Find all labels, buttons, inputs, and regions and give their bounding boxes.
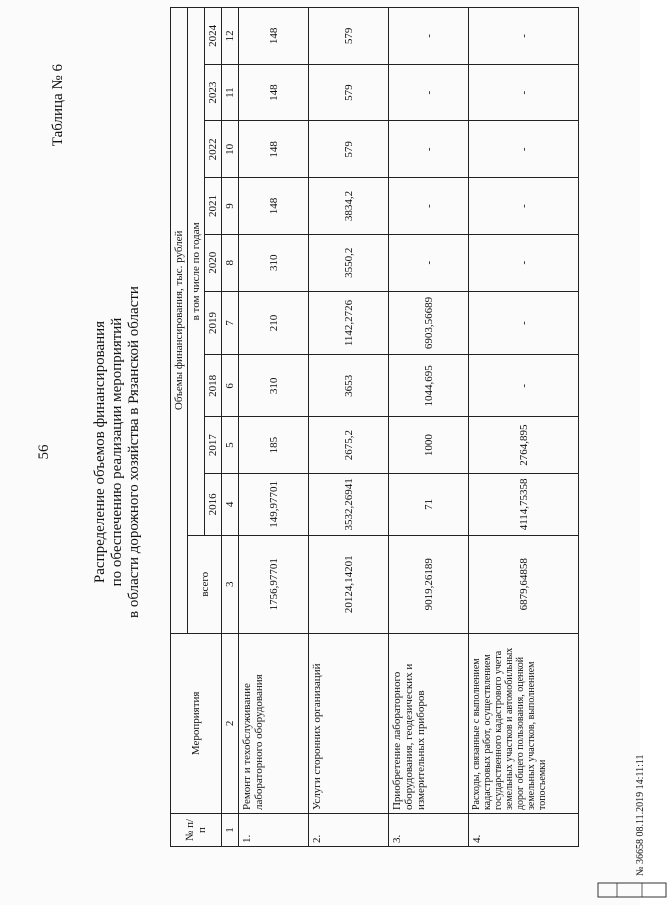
row-value: - — [469, 8, 579, 65]
row-value: 2675,2 — [309, 417, 389, 474]
year-cell: 2020 — [205, 234, 222, 291]
row-value: 185 — [239, 417, 309, 474]
year-cell: 2022 — [205, 121, 222, 178]
stamp-icon — [597, 882, 667, 898]
index-cell: 11 — [222, 64, 239, 121]
year-cell: 2021 — [205, 178, 222, 235]
row-name: Ремонт и техобслуживание лабораторного оборудования — [239, 633, 309, 813]
header-num: № п/п — [171, 814, 222, 847]
row-total: 9019,26189 — [389, 535, 469, 633]
index-cell: 3 — [222, 535, 239, 633]
page-number: 56 — [36, 444, 52, 460]
index-cell: 8 — [222, 234, 239, 291]
table-row — [469, 8, 579, 847]
row-num: 4. — [469, 814, 579, 847]
document-heading — [92, 12, 143, 892]
row-name: Приобретение лабораторного оборудования, геодезических и измерительных приборов — [389, 633, 469, 813]
row-value: 1044,695 — [389, 355, 469, 417]
header-event: Мероприятия — [171, 633, 222, 813]
index-row — [222, 8, 239, 847]
year-cell: 2024 — [205, 8, 222, 65]
year-cell: 2016 — [205, 473, 222, 535]
row-value: 3532,26941 — [309, 473, 389, 535]
table-row — [309, 8, 389, 847]
row-value: 148 — [239, 178, 309, 235]
row-value: 3834,2 — [309, 178, 389, 235]
index-cell: 2 — [222, 633, 239, 813]
row-value: 71 — [389, 473, 469, 535]
table-row — [239, 8, 309, 847]
row-value: 148 — [239, 8, 309, 65]
row-name: Расходы, связанные с выполнением кадастровых работ, осуществлением государственного кадастрового учета земельных участков и автомобильных дорог общего пользования, оценкой земельных участков, выполнением топосъемки — [469, 633, 579, 813]
index-cell: 9 — [222, 178, 239, 235]
row-value: 1142,2726 — [309, 291, 389, 355]
row-value: 3550,2 — [309, 234, 389, 291]
row-value: 1000 — [389, 417, 469, 474]
header-funding: Объемы финансирования, тыс. рублей — [171, 8, 188, 634]
row-total: 6879,64858 — [469, 535, 579, 633]
heading-line-3: в области дорожного хозяйства в Рязанской области — [126, 286, 142, 618]
funding-table — [170, 7, 579, 847]
rotated-landscape-page — [10, 12, 646, 892]
table-label: Таблица № 6 — [50, 64, 66, 147]
row-value: - — [389, 234, 469, 291]
row-num: 3. — [389, 814, 469, 847]
row-value: - — [469, 355, 579, 417]
row-name: Услуги сторонних организаций — [309, 633, 389, 813]
index-cell: 5 — [222, 417, 239, 474]
row-value: 2764,895 — [469, 417, 579, 474]
row-value: - — [389, 178, 469, 235]
row-value: 579 — [309, 64, 389, 121]
row-value: 148 — [239, 64, 309, 121]
row-value: 148 — [239, 121, 309, 178]
registration-footer — [635, 636, 665, 896]
row-value: 579 — [309, 121, 389, 178]
row-value: - — [469, 291, 579, 355]
row-value: - — [389, 121, 469, 178]
year-cell: 2019 — [205, 291, 222, 355]
row-value: 579 — [309, 8, 389, 65]
year-cell: 2017 — [205, 417, 222, 474]
index-cell: 4 — [222, 473, 239, 535]
registration-number: № 36658 08.11.2019 14:11:11 — [635, 754, 646, 876]
index-cell: 7 — [222, 291, 239, 355]
row-total: 1756,97701 — [239, 535, 309, 633]
table-row — [389, 8, 469, 847]
row-value: 6903,56689 — [389, 291, 469, 355]
row-value: - — [389, 64, 469, 121]
row-value: 310 — [239, 355, 309, 417]
index-cell: 1 — [222, 814, 239, 847]
header-row-1 — [171, 8, 188, 847]
row-value: 3653 — [309, 355, 389, 417]
header-by-year: в том числе по годам — [188, 8, 205, 536]
row-value: 210 — [239, 291, 309, 355]
row-value: 149,97701 — [239, 473, 309, 535]
row-value: 310 — [239, 234, 309, 291]
row-num: 1. — [239, 814, 309, 847]
index-cell: 10 — [222, 121, 239, 178]
index-cell: 12 — [222, 8, 239, 65]
row-value: - — [389, 8, 469, 65]
row-value: - — [469, 64, 579, 121]
row-total: 20124,14201 — [309, 535, 389, 633]
row-value: - — [469, 234, 579, 291]
row-value: - — [469, 178, 579, 235]
row-num: 2. — [309, 814, 389, 847]
index-cell: 6 — [222, 355, 239, 417]
header-total: всего — [188, 535, 222, 633]
year-cell: 2018 — [205, 355, 222, 417]
row-value: - — [469, 121, 579, 178]
heading-line-2: по обеспечению реализации мероприятий — [109, 317, 125, 587]
row-value: 4114,75358 — [469, 473, 579, 535]
year-cell: 2023 — [205, 64, 222, 121]
heading-line-1: Распределение объемов финансирования — [92, 320, 108, 584]
